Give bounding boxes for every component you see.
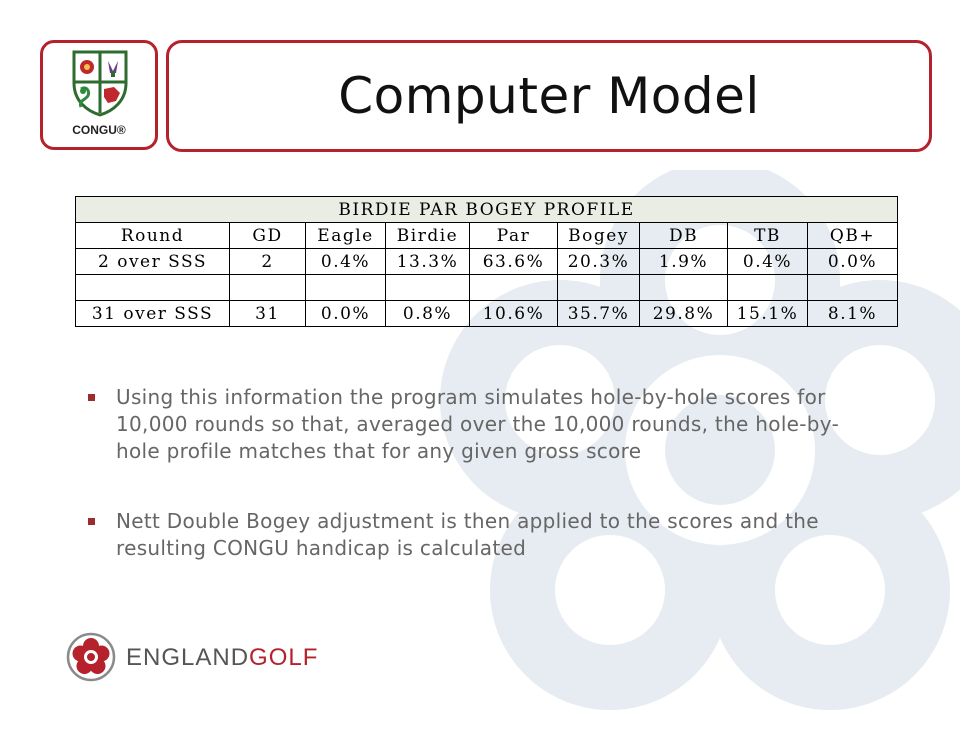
table-row (76, 249, 898, 275)
table-cell: 2 (230, 249, 306, 275)
page-title: Computer Model (338, 67, 760, 125)
crest-shield-icon (71, 49, 129, 117)
table-cell: 10.6% (470, 301, 558, 327)
table-cell: 29.8% (640, 301, 728, 327)
bullet-list (88, 384, 868, 562)
column-header: Bogey (558, 223, 640, 249)
table-caption-row (76, 197, 898, 223)
table-row (76, 301, 898, 327)
table-cell: 0.8% (386, 301, 470, 327)
title-box (166, 40, 932, 152)
table-caption: BIRDIE PAR BOGEY PROFILE (76, 197, 898, 223)
column-header: QB+ (808, 223, 898, 249)
bullet-text: Using this information the program simulates hole-by-hole scores for 10,000 rounds so that, averaged over the 10,000 rounds, the hole-by-hole profile matches that for any given gross score (116, 385, 840, 463)
column-header: Par (470, 223, 558, 249)
table-cell: 15.1% (728, 301, 808, 327)
table-cell: 0.0% (306, 301, 386, 327)
table-cell: 2 over SSS (76, 249, 230, 275)
table-header-row (76, 223, 898, 249)
column-header: Eagle (306, 223, 386, 249)
profile-table-container (75, 196, 897, 327)
column-header: DB (640, 223, 728, 249)
logo-text-golf: GOLF (249, 644, 319, 671)
table-cell: 35.7% (558, 301, 640, 327)
logo-text-england: ENGLAND (126, 644, 250, 671)
table-cell: 8.1% (808, 301, 898, 327)
bullet-item (88, 384, 868, 465)
square-bullet-icon (88, 518, 95, 525)
table-cell: 20.3% (558, 249, 640, 275)
column-header: TB (728, 223, 808, 249)
table-cell: 31 over SSS (76, 301, 230, 327)
bullet-item (88, 508, 868, 562)
england-golf-wordmark (126, 644, 318, 672)
column-header: Birdie (386, 223, 470, 249)
congu-logo-text: CONGU® (72, 123, 126, 137)
table-cell: 63.6% (470, 249, 558, 275)
rose-logo-icon (66, 632, 116, 682)
table-gap-row (76, 275, 898, 301)
square-bullet-icon (88, 394, 95, 401)
table-cell: 0.4% (306, 249, 386, 275)
bullet-text: Nett Double Bogey adjustment is then applied to the scores and the resulting CONGU handicap is calculated (116, 509, 819, 560)
table-cell: 0.4% (728, 249, 808, 275)
congu-logo (40, 40, 158, 150)
column-header: Round (76, 223, 230, 249)
table-cell: 1.9% (640, 249, 728, 275)
table-cell: 0.0% (808, 249, 898, 275)
england-golf-logo (66, 632, 319, 682)
profile-table (75, 196, 898, 327)
column-header: GD (230, 223, 306, 249)
table-cell: 13.3% (386, 249, 470, 275)
table-cell: 31 (230, 301, 306, 327)
